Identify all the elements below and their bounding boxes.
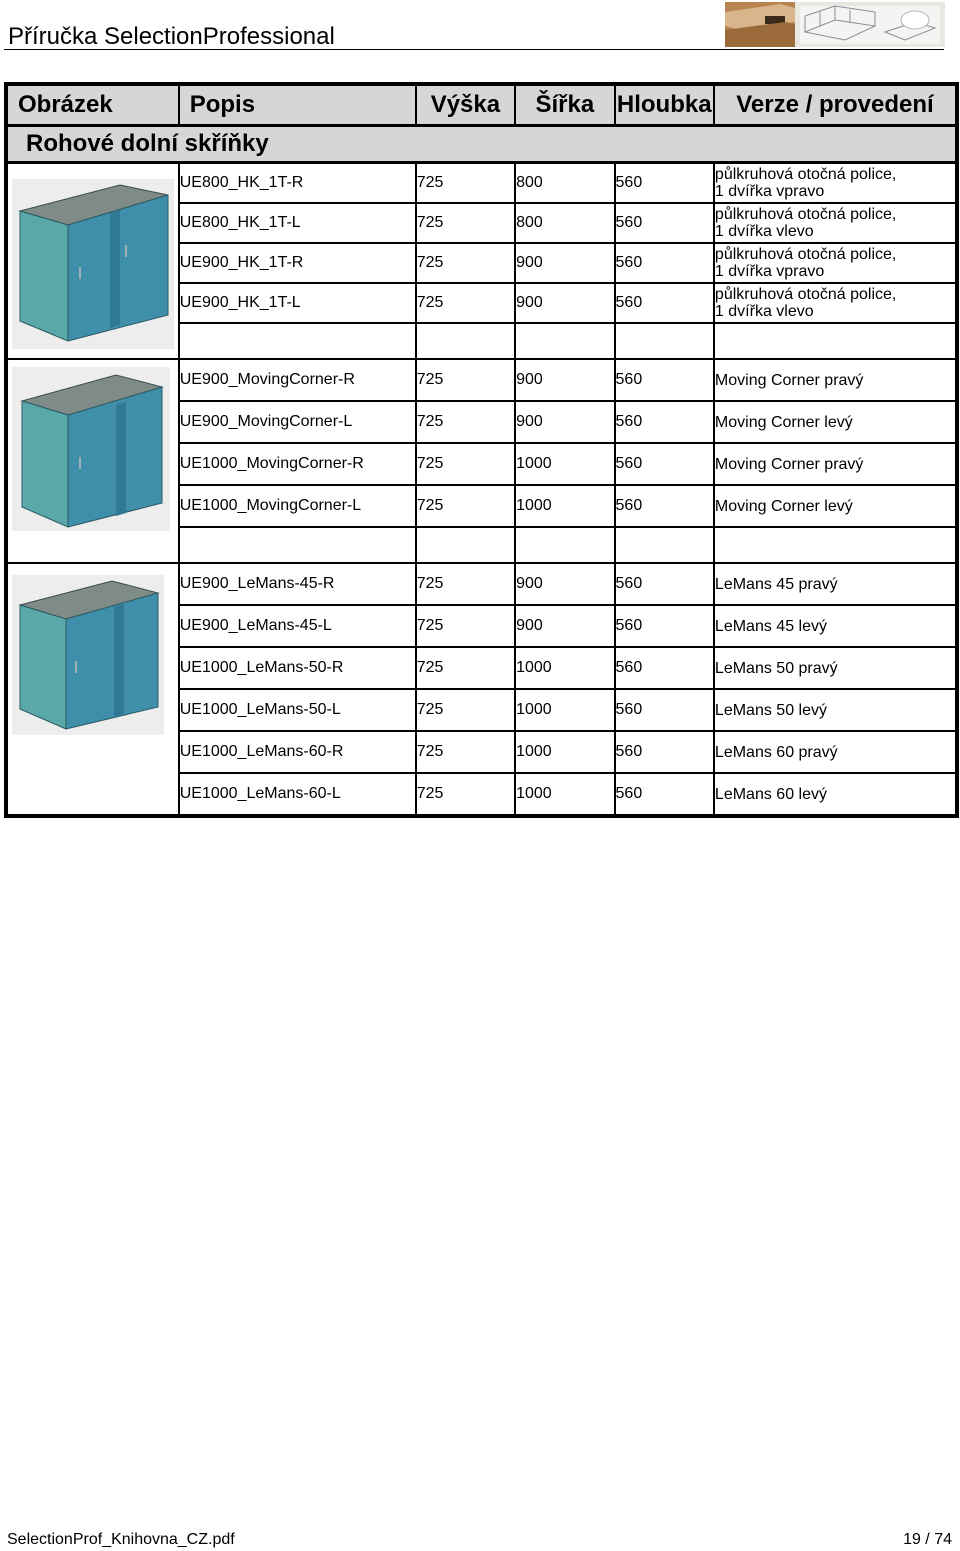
cell-hloubka: 560 <box>615 443 714 485</box>
cell-hloubka: 560 <box>615 243 714 283</box>
footer-filename: SelectionProf_Knihovna_CZ.pdf <box>7 1531 235 1548</box>
verze-line: půlkruhová otočná police, <box>714 286 897 303</box>
cell-popis: UE1000_LeMans-60-L <box>179 773 416 816</box>
cell-popis: UE1000_MovingCorner-L <box>179 485 416 527</box>
cell-hloubka: 560 <box>615 359 714 401</box>
cell-popis: UE800_HK_1T-R <box>179 163 416 204</box>
cabinet-table <box>4 82 959 818</box>
image-cell <box>6 163 179 360</box>
table-header-row <box>6 84 957 126</box>
cell-popis: UE900_LeMans-45-L <box>179 605 416 647</box>
verze-line: 1 dvířka vlevo <box>714 223 814 240</box>
corner-cabinet-image <box>8 361 176 561</box>
cell-vyska: 725 <box>416 203 515 243</box>
cell-vyska: 725 <box>416 359 515 401</box>
table-row <box>6 563 957 605</box>
col-header-sirka: Šířka <box>515 84 614 126</box>
category-title: Rohové dolní skříňky <box>6 126 957 163</box>
cell-hloubka: 560 <box>615 401 714 443</box>
cell-popis: UE1000_LeMans-50-R <box>179 647 416 689</box>
cell-vyska: 725 <box>416 605 515 647</box>
cell-vyska: 725 <box>416 163 515 204</box>
cell-hloubka: 560 <box>615 731 714 773</box>
table-row <box>6 163 957 204</box>
cell-sirka: 900 <box>515 401 614 443</box>
cell-verze <box>714 283 957 323</box>
cell-hloubka: 560 <box>615 773 714 816</box>
cell-popis: UE900_LeMans-45-R <box>179 563 416 605</box>
cell-hloubka: 560 <box>615 689 714 731</box>
cell-verze: LeMans 60 levý <box>714 773 957 816</box>
cell-popis: UE900_MovingCorner-R <box>179 359 416 401</box>
cell-hloubka: 560 <box>615 605 714 647</box>
cell-vyska: 725 <box>416 243 515 283</box>
verze-line: půlkruhová otočná police, <box>714 246 897 263</box>
cell-vyska: 725 <box>416 773 515 816</box>
col-header-vyska: Výška <box>416 84 515 126</box>
verze-line: 1 dvířka vpravo <box>714 263 825 280</box>
cell-vyska: 725 <box>416 283 515 323</box>
cell-sirka: 800 <box>515 163 614 204</box>
category-row <box>6 126 957 163</box>
cell-popis: UE1000_LeMans-50-L <box>179 689 416 731</box>
cell-hloubka: 560 <box>615 485 714 527</box>
cell-vyska: 725 <box>416 443 515 485</box>
cell-hloubka: 560 <box>615 563 714 605</box>
cell-popis: UE1000_MovingCorner-R <box>179 443 416 485</box>
cell-verze: Moving Corner pravý <box>714 443 957 485</box>
col-header-popis: Popis <box>179 84 416 126</box>
cell-verze: LeMans 50 pravý <box>714 647 957 689</box>
cell-verze <box>714 203 957 243</box>
verze-line: 1 dvířka vlevo <box>714 303 814 320</box>
cell-sirka: 900 <box>515 243 614 283</box>
kitchen-logo-image <box>725 2 945 47</box>
cell-vyska: 725 <box>416 401 515 443</box>
footer-page-number: 19 / 74 <box>903 1531 952 1548</box>
cell-verze: Moving Corner levý <box>714 485 957 527</box>
col-header-verze: Verze / provedení <box>714 84 957 126</box>
cell-popis: UE900_MovingCorner-L <box>179 401 416 443</box>
cell-sirka: 1000 <box>515 485 614 527</box>
cell-sirka: 1000 <box>515 689 614 731</box>
corner-cabinet-image <box>8 569 176 809</box>
cell-verze: LeMans 60 pravý <box>714 731 957 773</box>
document-title: Příručka SelectionProfessional <box>8 23 335 50</box>
cell-hloubka: 560 <box>615 203 714 243</box>
cell-sirka: 1000 <box>515 773 614 816</box>
cell-sirka: 900 <box>515 605 614 647</box>
image-cell <box>6 359 179 563</box>
cell-sirka: 1000 <box>515 731 614 773</box>
header-rule <box>4 49 944 50</box>
cell-sirka: 900 <box>515 283 614 323</box>
col-header-hloubka: Hloubka <box>615 84 714 126</box>
cell-verze <box>714 163 957 204</box>
corner-cabinet-image <box>8 173 176 349</box>
cell-verze: LeMans 45 levý <box>714 605 957 647</box>
image-cell <box>6 563 179 816</box>
cell-sirka: 1000 <box>515 647 614 689</box>
cell-verze: Moving Corner pravý <box>714 359 957 401</box>
cell-popis: UE900_HK_1T-L <box>179 283 416 323</box>
cell-vyska: 725 <box>416 731 515 773</box>
cell-verze <box>714 243 957 283</box>
cell-verze: LeMans 50 levý <box>714 689 957 731</box>
verze-line: půlkruhová otočná police, <box>714 206 897 223</box>
cell-sirka: 900 <box>515 359 614 401</box>
cell-sirka: 1000 <box>515 443 614 485</box>
col-header-obrazek: Obrázek <box>6 84 179 126</box>
verze-line: 1 dvířka vpravo <box>714 183 825 200</box>
cell-vyska: 725 <box>416 485 515 527</box>
cell-popis: UE800_HK_1T-L <box>179 203 416 243</box>
cell-hloubka: 560 <box>615 283 714 323</box>
cell-vyska: 725 <box>416 689 515 731</box>
verze-line: půlkruhová otočná police, <box>714 166 897 183</box>
cell-hloubka: 560 <box>615 647 714 689</box>
cell-hloubka: 560 <box>615 163 714 204</box>
table-row <box>6 359 957 401</box>
cell-verze: Moving Corner levý <box>714 401 957 443</box>
cell-vyska: 725 <box>416 563 515 605</box>
cell-popis: UE900_HK_1T-R <box>179 243 416 283</box>
cell-verze: LeMans 45 pravý <box>714 563 957 605</box>
cell-popis: UE1000_LeMans-60-R <box>179 731 416 773</box>
cell-sirka: 900 <box>515 563 614 605</box>
cell-sirka: 800 <box>515 203 614 243</box>
cell-vyska: 725 <box>416 647 515 689</box>
